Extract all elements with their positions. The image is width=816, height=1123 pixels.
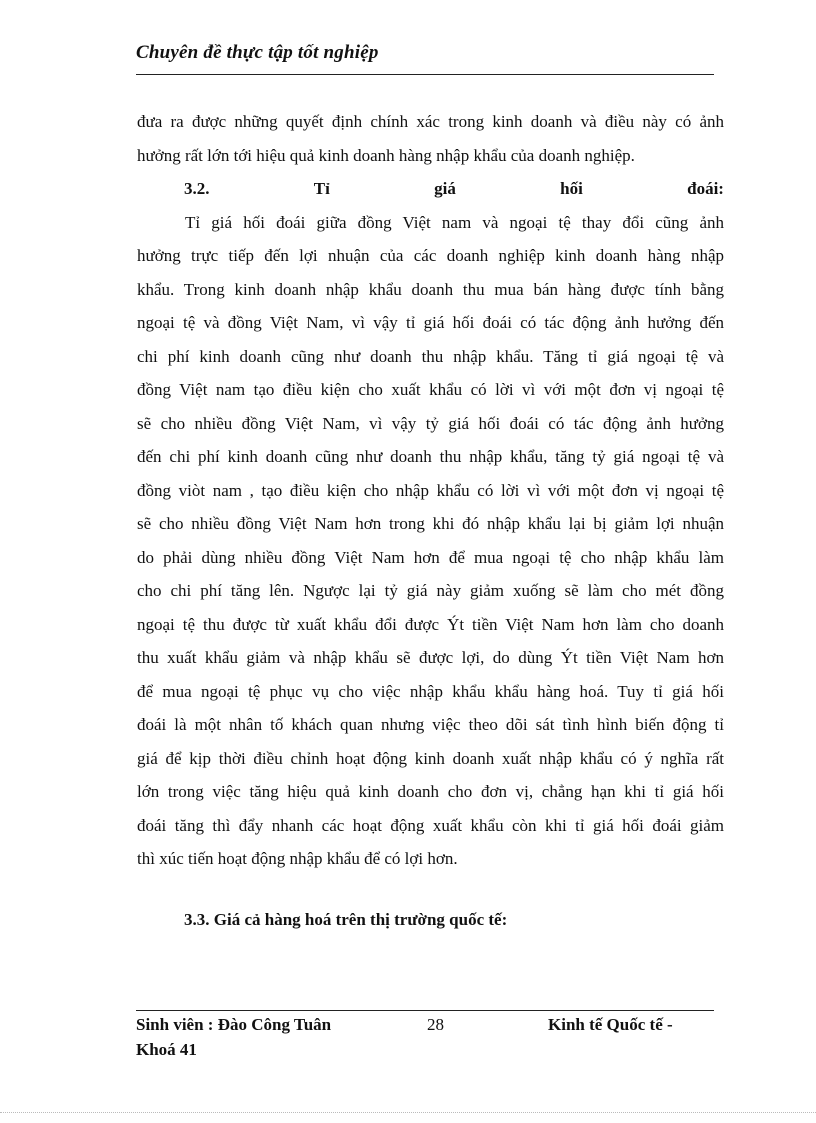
- paragraph-line: giá để kịp thời điều chỉnh hoạt động kinh doanh xuất nhập khẩu có ý nghĩa rất: [137, 748, 724, 768]
- paragraph-line: đoái tăng thì đẩy nhanh các hoạt động xuất khẩu còn khi tỉ giá hối đoái giảm: [137, 815, 724, 835]
- footer-student-name: Sinh viên : Đào Công Tuân: [136, 1015, 332, 1034]
- footer-class: Khoá 41: [136, 1040, 197, 1059]
- paragraph-line: khẩu. Trong kinh doanh nhập khẩu doanh thu mua bán hàng được tính bằng: [137, 279, 724, 299]
- header-rule: [136, 74, 714, 75]
- heading-word: Tỉ: [313, 179, 330, 198]
- footer-rule: [136, 1010, 714, 1011]
- section-heading-3-2: [137, 172, 724, 206]
- paragraph-line: ngoại tệ thu được từ xuất khẩu đổi được Ýt tiền Việt Nam hơn làm cho doanh: [137, 614, 724, 634]
- paragraph-line: đưa ra được những quyết định chính xác trong kinh doanh và điều này có ảnh: [137, 112, 724, 131]
- footer-department: Kinh tế Quốc tế -: [548, 1015, 673, 1034]
- paragraph-line: thu xuất khẩu giảm và nhập khẩu sẽ được lợi, do dùng Ýt tiền Việt Nam hơn: [137, 648, 724, 667]
- paragraph-line: sẽ cho nhiều đồng Việt Nam, vì vậy tỷ giá hối đoái có tác động ảnh hưởng: [137, 413, 724, 433]
- paragraph-line: do phải dùng nhiều đồng Việt Nam hơn để mua ngoại tệ cho nhập khẩu làm: [137, 547, 724, 567]
- paragraph-line: sẽ cho nhiều đồng Việt Nam hơn trong khi đó nhập khẩu lại bị giảm lợi nhuận: [137, 514, 724, 533]
- paragraph-line: đồng viòt nam , tạo điều kiện cho nhập khẩu có lời vì với một đơn vị ngoại tệ: [137, 480, 724, 500]
- paragraph-line: đồng Việt nam tạo điều kiện cho xuất khẩu có lời vì với một đơn vị ngoại tệ: [137, 380, 724, 399]
- paragraph-line: đoái là một nhân tố khách quan nhưng việc theo dõi sát tình hình biến động tỉ: [137, 715, 724, 734]
- section-heading-3-3: 3.3. Giá cả hàng hoá trên thị trường quốc tế:: [184, 910, 508, 929]
- paragraph-line: hưởng rất lớn tới hiệu quả kinh doanh hàng nhập khẩu của doanh nghiệp.: [137, 145, 635, 165]
- page-edge-divider: [0, 1112, 816, 1113]
- paragraph-line: chi phí kinh doanh cũng như doanh thu nhập khẩu. Tăng tỉ giá ngoại tệ và: [137, 346, 724, 366]
- paragraph-line: hưởng trực tiếp đến lợi nhuận của các doanh nghiệp kinh doanh hàng nhập: [137, 246, 724, 265]
- paragraph-line: để mua ngoại tệ phục vụ cho việc nhập khẩu khẩu hàng hoá. Tuy tỉ giá hối: [137, 681, 724, 701]
- paragraph-line: cho chi phí tăng lên. Ngược lại tỷ giá này giảm xuống sẽ làm cho mét đồng: [137, 581, 724, 600]
- heading-word: giá: [434, 179, 456, 198]
- section-number: 3.2.: [184, 179, 210, 198]
- paragraph-line: ngoại tệ và đồng Việt Nam, vì vậy tỉ giá hối đoái có tác động ảnh hưởng đến: [137, 313, 724, 332]
- body-text: [137, 105, 724, 876]
- heading-word: đoái:: [687, 179, 724, 198]
- page-number: 28: [427, 1015, 444, 1034]
- paragraph-line: Tỉ giá hối đoái giữa đồng Việt nam và ngoại tệ thay đổi cũng ảnh: [185, 212, 724, 232]
- heading-word: hối: [560, 179, 583, 198]
- paragraph-line: lớn trong việc tăng hiệu quả kinh doanh cho đơn vị, chẳng hạn khi tỉ giá hối: [137, 782, 724, 801]
- paragraph-line: đến chi phí kinh doanh cũng như doanh thu nhập khẩu, tăng tỷ giá ngoại tệ và: [137, 447, 724, 466]
- header-title: Chuyên đề thực tập tốt nghiệp: [136, 42, 379, 63]
- paragraph-line: thì xúc tiến hoạt động nhập khẩu để có lợi hơn.: [137, 849, 458, 868]
